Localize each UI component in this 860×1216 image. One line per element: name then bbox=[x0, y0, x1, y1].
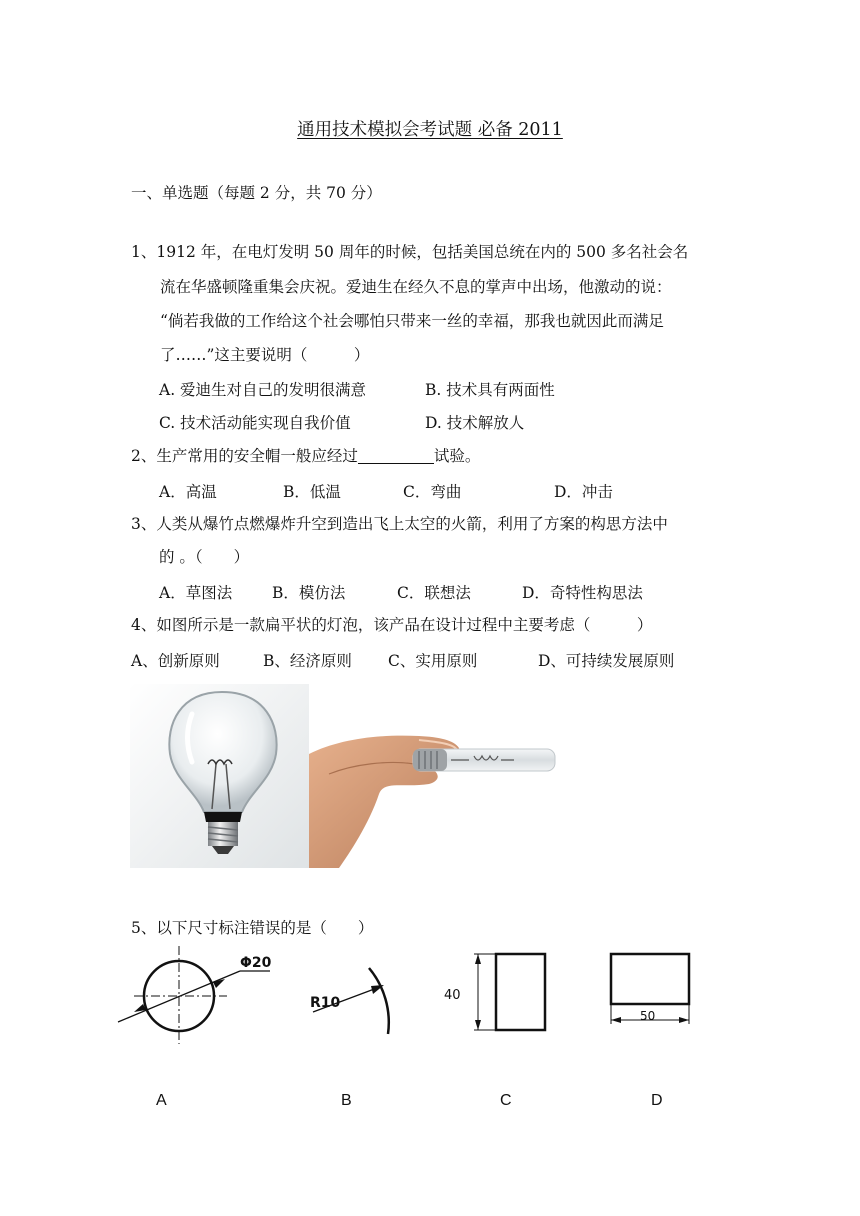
q1-line-1: 1、1912 年，在电灯发明 50 周年的时候，包括美国总统在内的 500 多名社会名 bbox=[131, 243, 689, 261]
q2-option-b[interactable]: B．低温 bbox=[283, 483, 341, 501]
section-heading: 一、单选题（每题 2 分，共 70 分） bbox=[131, 184, 382, 202]
q2-answer-blank[interactable] bbox=[358, 447, 434, 464]
q4-option-a[interactable]: A、创新原则 bbox=[131, 652, 220, 670]
q1-option-d[interactable]: D. 技术解放人 bbox=[425, 414, 525, 432]
dim-a-label: Φ20 bbox=[240, 955, 272, 971]
q5-option-b[interactable]: B bbox=[341, 1092, 352, 1109]
flat-bulb-in-hand-image bbox=[309, 684, 559, 868]
page-title: 通用技术模拟会考试题 必备 2011 bbox=[297, 120, 563, 140]
q5-option-a[interactable]: A bbox=[156, 1092, 167, 1109]
q4-option-d[interactable]: D、可持续发展原则 bbox=[538, 652, 675, 670]
dim-d-label: 50 bbox=[640, 1009, 656, 1023]
q1-line-4: 了……”这主要说明（ ） bbox=[160, 346, 370, 364]
q2-stem bbox=[131, 446, 480, 466]
q2-stem-before: 2、生产常用的安全帽一般应经过 bbox=[131, 447, 358, 465]
dim-c-label: 40 bbox=[444, 988, 461, 1003]
dimension-figure-d bbox=[603, 946, 698, 1028]
dimension-figure-c bbox=[440, 948, 555, 1036]
q1-option-b[interactable]: B. 技术具有两面性 bbox=[425, 381, 555, 399]
q4-option-b[interactable]: B、经济原则 bbox=[263, 652, 352, 670]
q2-option-d[interactable]: D．冲击 bbox=[554, 483, 613, 501]
q3-line-1: 3、人类从爆竹点燃爆炸升空到造出飞上太空的火箭，利用了方案的构思方法中 bbox=[131, 515, 668, 533]
standard-bulb-image bbox=[130, 684, 309, 868]
dimension-figure-a bbox=[112, 942, 282, 1047]
q1-option-c[interactable]: C. 技术活动能实现自我价值 bbox=[159, 414, 351, 432]
q2-option-a[interactable]: A．高温 bbox=[159, 483, 217, 501]
q4-stem: 4、如图所示是一款扁平状的灯泡，该产品在设计过程中主要考虑（ ） bbox=[131, 616, 653, 634]
q5-stem: 5、以下尺寸标注错误的是（ ） bbox=[131, 919, 374, 937]
q1-option-a[interactable]: A. 爱迪生对自己的发明很满意 bbox=[159, 381, 367, 399]
q2-stem-after: 试验。 bbox=[433, 447, 481, 465]
q3-option-b[interactable]: B．模仿法 bbox=[272, 584, 346, 602]
q5-option-d[interactable]: D bbox=[651, 1092, 663, 1109]
q3-option-c[interactable]: C．联想法 bbox=[397, 584, 471, 602]
dim-b-label: R10 bbox=[310, 995, 341, 1011]
q2-option-c[interactable]: C．弯曲 bbox=[403, 483, 462, 501]
q4-option-c[interactable]: C、实用原则 bbox=[388, 652, 478, 670]
q3-line-2: 的 。（ ） bbox=[159, 548, 250, 566]
q3-option-a[interactable]: A．草图法 bbox=[159, 584, 233, 602]
q5-option-c[interactable]: C bbox=[500, 1092, 512, 1109]
q3-option-d[interactable]: D．奇特性构思法 bbox=[522, 584, 643, 602]
dimension-figure-b bbox=[305, 960, 395, 1040]
q1-line-2: 流在华盛顿隆重集会庆祝。爱迪生在经久不息的掌声中出场，他激动的说： bbox=[160, 278, 672, 296]
q1-line-3: “倘若我做的工作给这个社会哪怕只带来一丝的幸福，那我也就因此而满足 bbox=[160, 312, 664, 330]
